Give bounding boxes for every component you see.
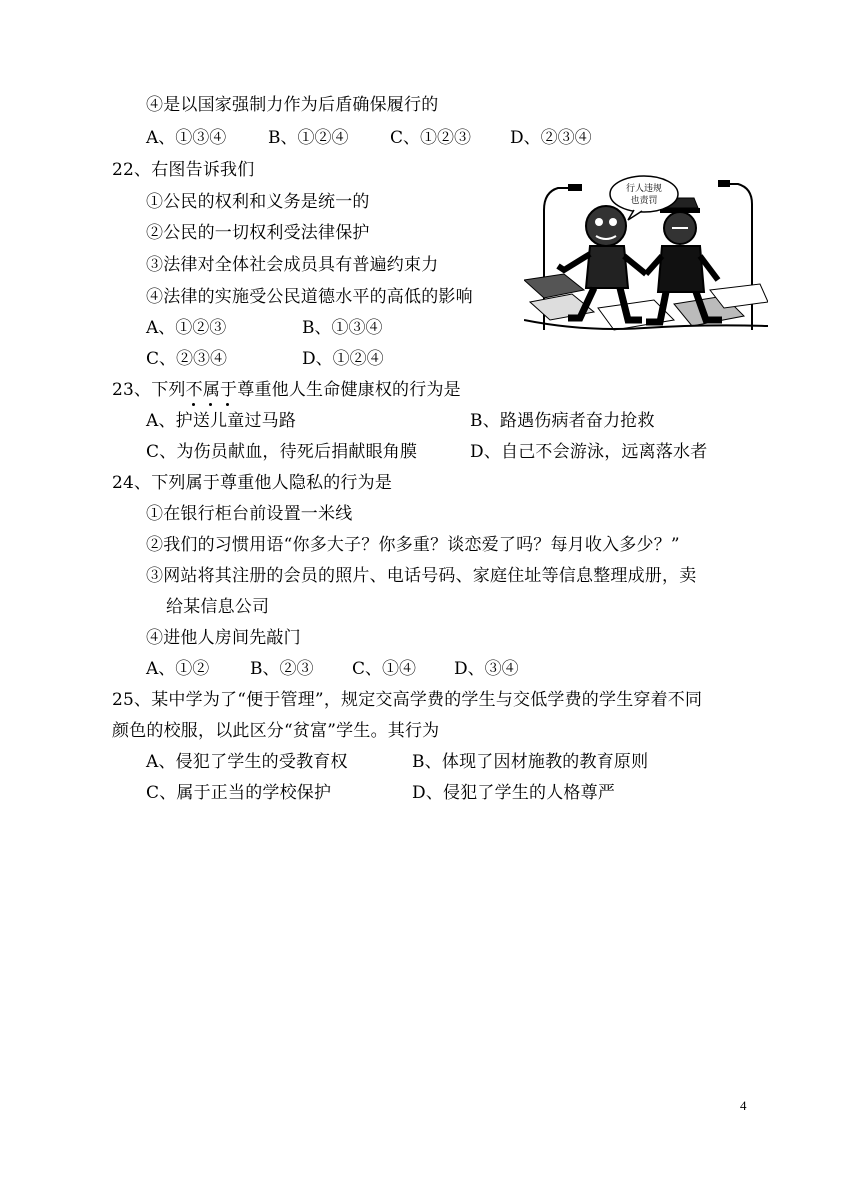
q25-stem-line-1: 25、某中学为了“便于管理”，规定交高学费的学生与交低学费的学生穿着不同 <box>112 690 703 710</box>
q24-option-a: A、①② <box>146 659 210 679</box>
q22-option-a: A、①②③ <box>146 318 227 338</box>
q22-item-4: ④法律的实施受公民道德水平的高低的影响 <box>146 287 473 307</box>
q23-option-b: B、路遇伤病者奋力抢救 <box>470 411 655 431</box>
q22-stem: 22、右图告诉我们 <box>112 160 255 180</box>
q23-option-d: D、自己不会游泳，远离落水者 <box>470 442 708 462</box>
q25-option-a: A、侵犯了学生的受教育权 <box>146 752 348 772</box>
q22-option-b: B、①③④ <box>302 318 383 338</box>
q22-item-2: ②公民的一切权利受法律保护 <box>146 223 370 243</box>
q22-options-row-1 <box>146 317 446 339</box>
q25-option-b: B、体现了因材施教的教育原则 <box>412 752 649 772</box>
emphasis-dot <box>209 403 212 406</box>
q21-item-4: ④是以国家强制力作为后盾确保履行的 <box>146 95 439 115</box>
q22-option-d: D、①②④ <box>302 349 384 369</box>
q25-stem-line-2: 颜色的校服，以此区分“贫富”学生。其行为 <box>112 721 440 741</box>
q24-stem: 24、下列属于尊重他人隐私的行为是 <box>112 473 393 493</box>
q24-item-3-line-2: 给某信息公司 <box>166 597 270 617</box>
speech-bubble-line-1: 行人违规 <box>625 184 663 194</box>
q24-option-d: D、③④ <box>454 659 519 679</box>
q24-options <box>146 658 546 680</box>
q23-emphasis <box>186 379 238 401</box>
q24-option-c: C、①④ <box>352 659 417 679</box>
q21-option-a: A、①③④ <box>146 128 227 148</box>
q25-option-c: C、属于正当的学校保护 <box>146 783 332 803</box>
q22-item-1: ①公民的权利和义务是统一的 <box>146 192 370 212</box>
q24-item-4: ④进他人房间先敲门 <box>146 628 301 648</box>
q21-option-b: B、①②④ <box>268 128 349 148</box>
q22-option-c: C、②③④ <box>146 349 228 369</box>
cartoon-illustration <box>524 170 768 340</box>
speech-bubble-line-2: 也责罚 <box>630 196 658 206</box>
q23-emphasis-text: 不属于 <box>185 380 238 400</box>
emphasis-dot <box>226 403 229 406</box>
q21-option-c: C、①②③ <box>390 128 472 148</box>
page-number: 4 <box>740 1098 747 1113</box>
q22-item-3: ③法律对全体社会成员具有普遍约束力 <box>146 255 439 275</box>
q24-item-1: ①在银行柜台前设置一米线 <box>146 504 353 524</box>
q23-stem-after: 尊重他人生命健康权的行为是 <box>237 380 461 400</box>
q23-stem <box>112 379 461 401</box>
q23-option-a: A、护送儿童过马路 <box>146 411 297 431</box>
q22-options-row-2 <box>146 348 446 370</box>
q23-option-c: C、为伤员献血，待死后捐献眼角膜 <box>146 442 418 462</box>
q23-stem-before: 23、下列 <box>112 380 186 400</box>
q24-item-2: ②我们的习惯用语“你多大子？你多重？谈恋爱了吗？每月收入多少？” <box>146 535 680 555</box>
emphasis-dot <box>192 403 195 406</box>
q21-options <box>146 127 626 149</box>
q25-option-d: D、侵犯了学生的人格尊严 <box>412 783 616 803</box>
q21-option-d: D、②③④ <box>510 128 592 148</box>
q24-item-3-line-1: ③网站将其注册的会员的照片、电话号码、家庭住址等信息整理成册，卖 <box>146 566 697 586</box>
q24-option-b: B、②③ <box>250 659 314 679</box>
